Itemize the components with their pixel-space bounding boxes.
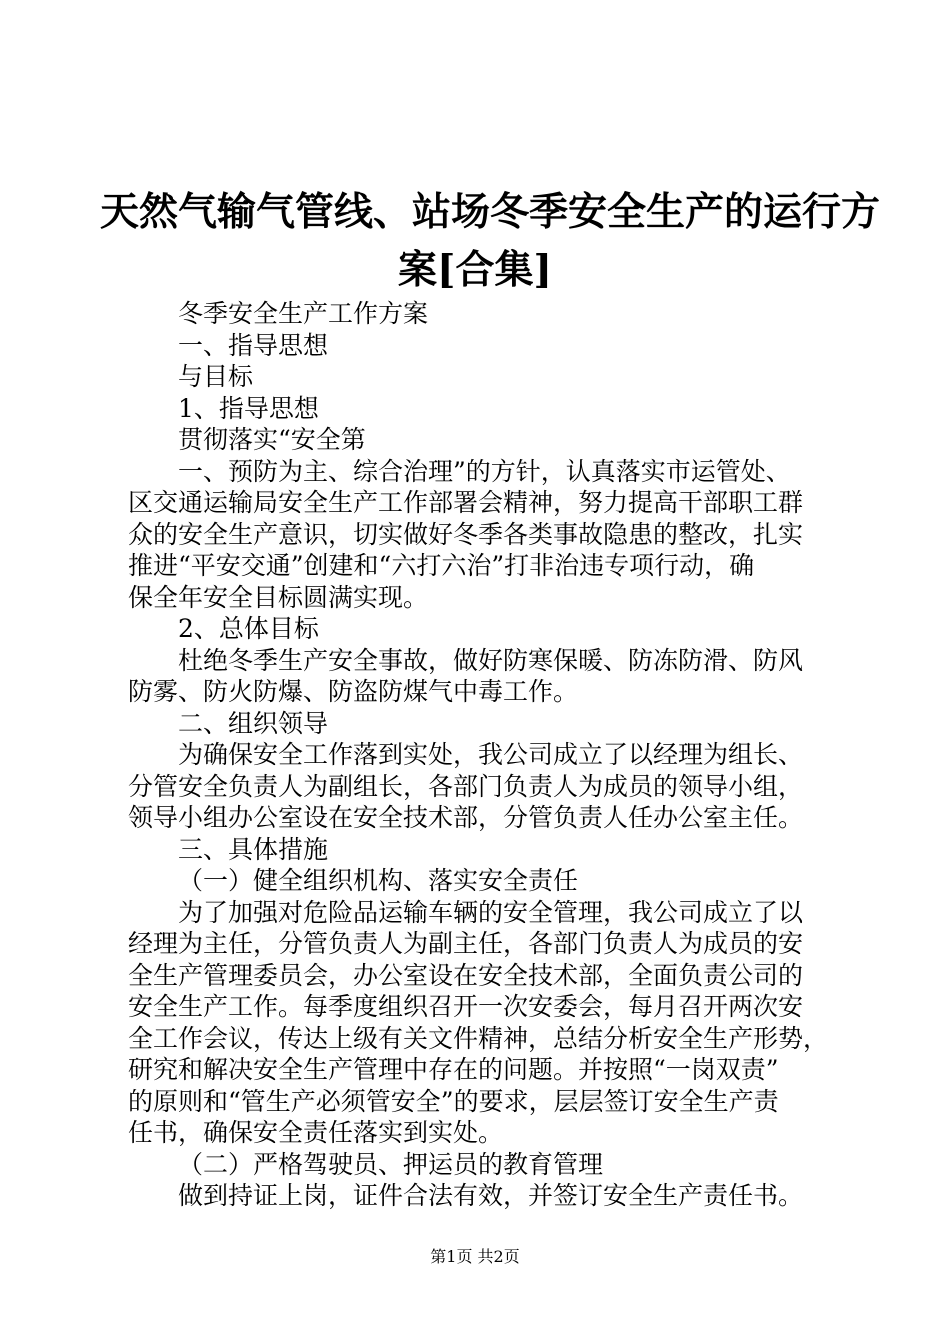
- body-line: 三、具体措施: [178, 834, 329, 864]
- body-line: 的原则和“管生产必须管安全”的要求，层层签订安全生产责: [128, 1086, 779, 1116]
- body-line: 安全生产工作。每季度组织召开一次安委会，每月召开两次安: [128, 992, 804, 1021]
- body-line: 与目标: [178, 362, 254, 391]
- body-line: （一）健全组织机构、落实安全责任: [178, 866, 579, 895]
- body-line: 全生产管理委员会，办公室设在安全技术部，全面负责公司的: [128, 960, 804, 990]
- body-line: 一、预防为主、综合治理”的方针，认真落实市运管处、: [178, 456, 791, 486]
- body-line: 区交通运输局安全生产工作部署会精神，努力提高干部职工群: [128, 488, 804, 517]
- body-line: 分管安全负责人为副组长，各部门负责人为成员的领导小组，: [128, 771, 804, 801]
- body-line: （二）严格驾驶员、押运员的教育管理: [178, 1149, 604, 1179]
- body-line: 众的安全生产意识，切实做好冬季各类事故隐患的整改，扎实: [128, 519, 804, 549]
- body-line: 贯彻落实“安全第: [178, 425, 366, 454]
- document-title-line-2: 案[合集]: [398, 247, 552, 293]
- body-line: 杜绝冬季生产安全事故，做好防寒保暖、防冻防滑、防风: [178, 645, 804, 675]
- document-title-line-1: 天然气输气管线、站场冬季安全生产的运行方: [100, 189, 881, 235]
- document-body: [128, 298, 838, 1212]
- body-line: 1、指导思想: [178, 393, 319, 423]
- body-line: 2、总体目标: [178, 614, 319, 643]
- body-line: 经理为主任，分管负责人为副主任，各部门负责人为成员的安: [128, 929, 804, 958]
- body-line: 保全年安全目标圆满实现。: [128, 582, 429, 612]
- body-line: 做到持证上岗，证件合法有效，并签订安全生产责任书。: [178, 1181, 804, 1210]
- body-line: 全工作会议，传达上级有关文件精神，总结分析安全生产形势，: [128, 1023, 829, 1053]
- body-line: 为了加强对危险品运输车辆的安全管理，我公司成立了以: [178, 897, 804, 927]
- body-line: 一、指导思想: [178, 330, 329, 360]
- body-line: 任书，确保安全责任落实到实处。: [128, 1118, 504, 1147]
- body-line: 冬季安全生产工作方案: [178, 299, 429, 328]
- body-line: 领导小组办公室设在安全技术部，分管负责人任办公室主任。: [128, 803, 804, 832]
- body-line: 研究和解决安全生产管理中存在的问题。并按照“一岗双责”: [128, 1055, 779, 1084]
- body-line: 防雾、防火防爆、防盗防煤气中毒工作。: [128, 677, 579, 706]
- body-line: 二、组织领导: [178, 708, 329, 738]
- body-line: 推进“平安交通”创建和“六打六治”打非治违专项行动，确: [128, 551, 755, 580]
- page-footer: 第1页 共2页: [430, 1247, 520, 1266]
- body-line: 为确保安全工作落到实处，我公司成立了以经理为组长、: [178, 740, 804, 769]
